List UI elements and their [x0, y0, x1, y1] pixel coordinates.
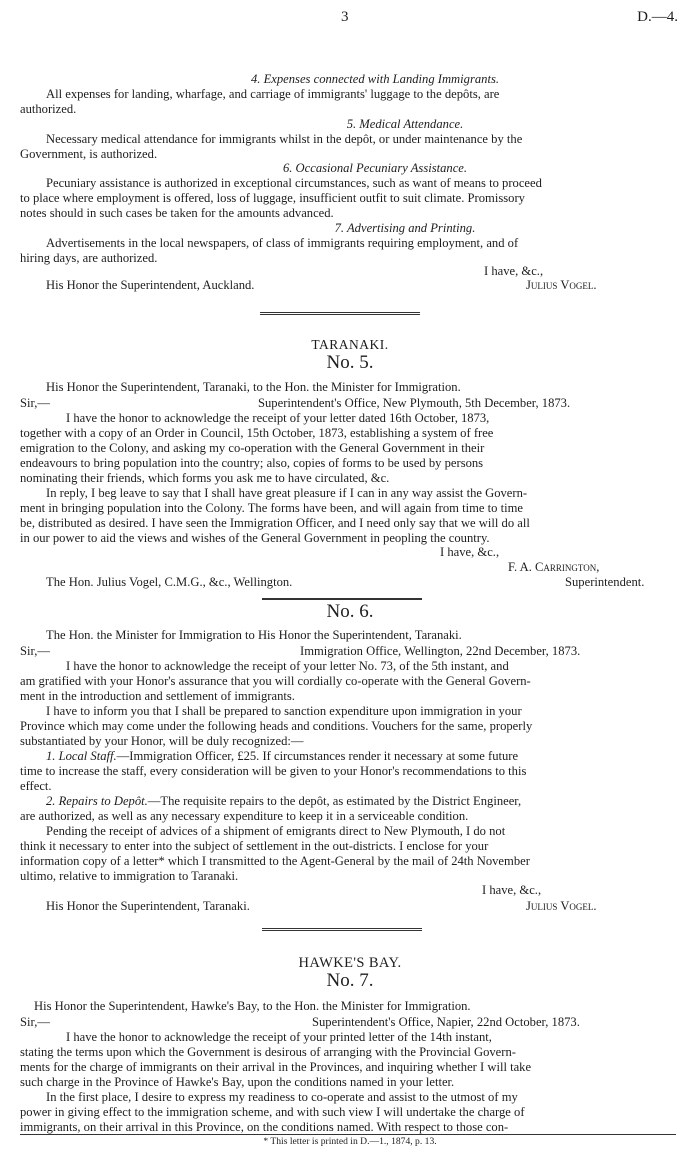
section-divider: [260, 312, 420, 315]
letter-6-p3-line-3: information copy of a letter* which I transmitted to the Agent-General by the mail of 24th November: [20, 854, 530, 868]
letter-6-item-1-line-1: [20, 749, 676, 764]
letter-5-p2-line-1: In reply, I beg leave to say that I shall have great pleasure if I can in any way assist the Govern-: [46, 486, 528, 500]
letter-6-p1-line-1: I have the honor to acknowledge the receipt of your letter No. 73, of the 5th instant, and: [66, 659, 509, 673]
letter-6-p3-line-1: Pending the receipt of advices of a shipment of emigrants direct to New Plymouth, I do not: [46, 824, 506, 838]
letter-7-p2-line-2: power in giving effect to the immigration scheme, and with such view I will undertake the charge of: [20, 1105, 525, 1119]
section-5-line-1: Necessary medical attendance for immigrants whilst in the depôt, or under maintenance by the: [46, 132, 523, 146]
letter-5-signer: F. A. Carrington,: [508, 560, 600, 574]
letter-5-dateline: Superintendent's Office, New Plymouth, 5th December, 1873.: [258, 396, 571, 410]
section-4-line-1: All expenses for landing, wharfage, and carriage of immigrants' luggage to the depôts, are: [46, 87, 500, 101]
letter-5-p2-line-4: in our power to aid the views and wishes of the General Government in peopling the country.: [20, 531, 490, 545]
letter-6-p3-line-4: ultimo, relative to immigration to Taranaki.: [20, 869, 239, 883]
letter-5-p2-line-2: ment in bringing population into the Colony. The forms have been, and will again from time to time: [20, 501, 523, 515]
region-heading-taranaki: TARANAKI.: [311, 337, 389, 352]
letter-5-p1-line-2: together with a copy of an Order in Council, 15th October, 1873, establishing a system of free: [20, 426, 494, 440]
item-2-text: —The requisite repairs to the depôt, as estimated by the District Engineer,: [147, 794, 522, 808]
letter-5-from-to: His Honor the Superintendent, Taranaki, to the Hon. the Minister for Immigration.: [46, 380, 461, 394]
letter-6-p2-line-3: substantiated by your Honor, will be duly recognized:—: [20, 734, 304, 748]
footnote: * This letter is printed in D.—1., 1874, p. 13.: [263, 1136, 437, 1147]
letter-6-dateline: Immigration Office, Wellington, 22nd December, 1873.: [300, 644, 581, 658]
letter-7-p1-line-2: stating the terms upon which the Government is desirous of arranging with the Provincial Govern-: [20, 1045, 516, 1059]
letter-5-addressee: The Hon. Julius Vogel, C.M.G., &c., Wellington.: [46, 575, 293, 589]
letter-5-p1-line-1: I have the honor to acknowledge the receipt of your letter dated 16th October, 1873,: [66, 411, 490, 425]
section-6-line-2: to place where employment is offered, loss of luggage, insufficient outfit to suit climate. Promissory: [20, 191, 525, 205]
section-heading-5: 5. Medical Attendance.: [346, 117, 464, 131]
letter-5-p1-line-5: nominating their friends, which forms you ask me to have circulated, &c.: [20, 471, 390, 485]
section-6-line-1: Pecuniary assistance is authorized in exceptional circumstances, such as want of means to proceed: [46, 176, 542, 190]
closing-have: I have, &c.,: [484, 264, 544, 278]
letter-6-signature: Julius Vogel.: [526, 899, 597, 913]
letter-6-p3-line-2: think it necessary to enter into the subject of settlement in the out-districts. I enclose for your: [20, 839, 489, 853]
letter-7-salutation: Sir,—: [20, 1015, 50, 1029]
letter-number-7: No. 7.: [326, 970, 374, 991]
letter-6-from-to: The Hon. the Minister for Immigration to His Honor the Superintendent, Taranaki.: [46, 628, 462, 642]
letter-5-p1-line-4: endeavours to bring population into the country; also, copies of forms to be used by persons: [20, 456, 484, 470]
letter-6-item-1-line-2: time to increase the staff, every consideration will be given to your Honor's recommendations to this: [20, 764, 527, 778]
section-7-line-1: Advertisements in the local newspapers, of class of immigrants requiring employment, and of: [46, 236, 519, 250]
letter-6-p2-line-2: Province which may come under the following heads and conditions. Vouchers for the same, properly: [20, 719, 533, 733]
closing-signature: Julius Vogel.: [526, 278, 597, 292]
section-heading-6: 6. Occasional Pecuniary Assistance.: [282, 161, 468, 175]
document-reference: D.—4.: [637, 9, 678, 25]
letter-number-6: No. 6.: [326, 601, 374, 622]
letter-7-from-to: His Honor the Superintendent, Hawke's Bay, to the Hon. the Minister for Immigration.: [34, 999, 471, 1013]
letter-number-5: No. 5.: [326, 352, 374, 373]
section-5-line-2: Government, is authorized.: [20, 147, 158, 161]
page-number: 3: [341, 9, 349, 25]
section-divider-2: [262, 928, 422, 931]
letter-5-p2-line-3: be, distributed as desired. I have seen the Immigration Officer, and I need only say that we will do all: [20, 516, 530, 530]
letter-6-p1-line-3: ment in the introduction and settlement of immigrants.: [20, 689, 295, 703]
letter-7-p1-line-3: ments for the charge of immigrants on their arrival in the Provinces, and inquiring whether I will take: [20, 1060, 532, 1074]
letter-7-p2-line-3: immigrants, on their arrival in this Province, on the conditions named. With respect to those con-: [20, 1120, 509, 1134]
section-4-line-2: authorized.: [20, 102, 77, 116]
letter-6-addressee: His Honor the Superintendent, Taranaki.: [46, 899, 250, 913]
letter-6-p1-line-2: am gratified with your Honor's assurance that you will cordially co-operate with the General Govern-: [20, 674, 531, 688]
item-2-label: 2. Repairs to Depôt.: [46, 794, 148, 808]
section-heading-4: 4. Expenses connected with Landing Immigrants.: [251, 72, 499, 86]
letter-6-p2-line-1: I have to inform you that I shall be prepared to sanction expenditure upon immigration in your: [46, 704, 522, 718]
region-heading-hawkes-bay: HAWKE'S BAY.: [298, 955, 402, 971]
letter-6-item-2-line-2: are authorized, as well as any necessary expenditure to keep it in a serviceable condition.: [20, 809, 469, 823]
item-1-text: —Immigration Officer, £25. If circumstances render it necessary at some future: [116, 749, 519, 763]
letter-divider: [262, 598, 422, 600]
section-6-line-3: notes should in such cases be taken for the amounts advanced.: [20, 206, 334, 220]
letter-5-p1-line-3: emigration to the Colony, and asking my co-operation with the General Government in their: [20, 441, 485, 455]
footnote-rule: [20, 1134, 676, 1135]
letter-5-have: I have, &c.,: [440, 545, 500, 559]
letter-6-salutation: Sir,—: [20, 644, 50, 658]
closing-addressee: His Honor the Superintendent, Auckland.: [46, 278, 255, 292]
section-heading-7: 7. Advertising and Printing.: [334, 221, 476, 235]
section-7-line-2: hiring days, are authorized.: [20, 251, 158, 265]
letter-7-dateline: Superintendent's Office, Napier, 22nd October, 1873.: [312, 1015, 580, 1029]
letter-6-have: I have, &c.,: [482, 883, 542, 897]
letter-7-p1-line-4: such charge in the Province of Hawke's Bay, upon the conditions named in your letter.: [20, 1075, 455, 1089]
letter-7-p2-line-1: In the first place, I desire to express my readiness to co-operate and assist to the utmost of my: [46, 1090, 518, 1104]
letter-7-p1-line-1: I have the honor to acknowledge the receipt of your printed letter of the 14th instant,: [66, 1030, 492, 1044]
item-1-label: 1. Local Staff.: [46, 749, 117, 763]
letter-5-title: Superintendent.: [565, 575, 645, 589]
letter-6-item-1-line-3: effect.: [20, 779, 52, 793]
letter-6-item-2-line-1: [20, 794, 676, 809]
letter-5-salutation: Sir,—: [20, 396, 50, 410]
